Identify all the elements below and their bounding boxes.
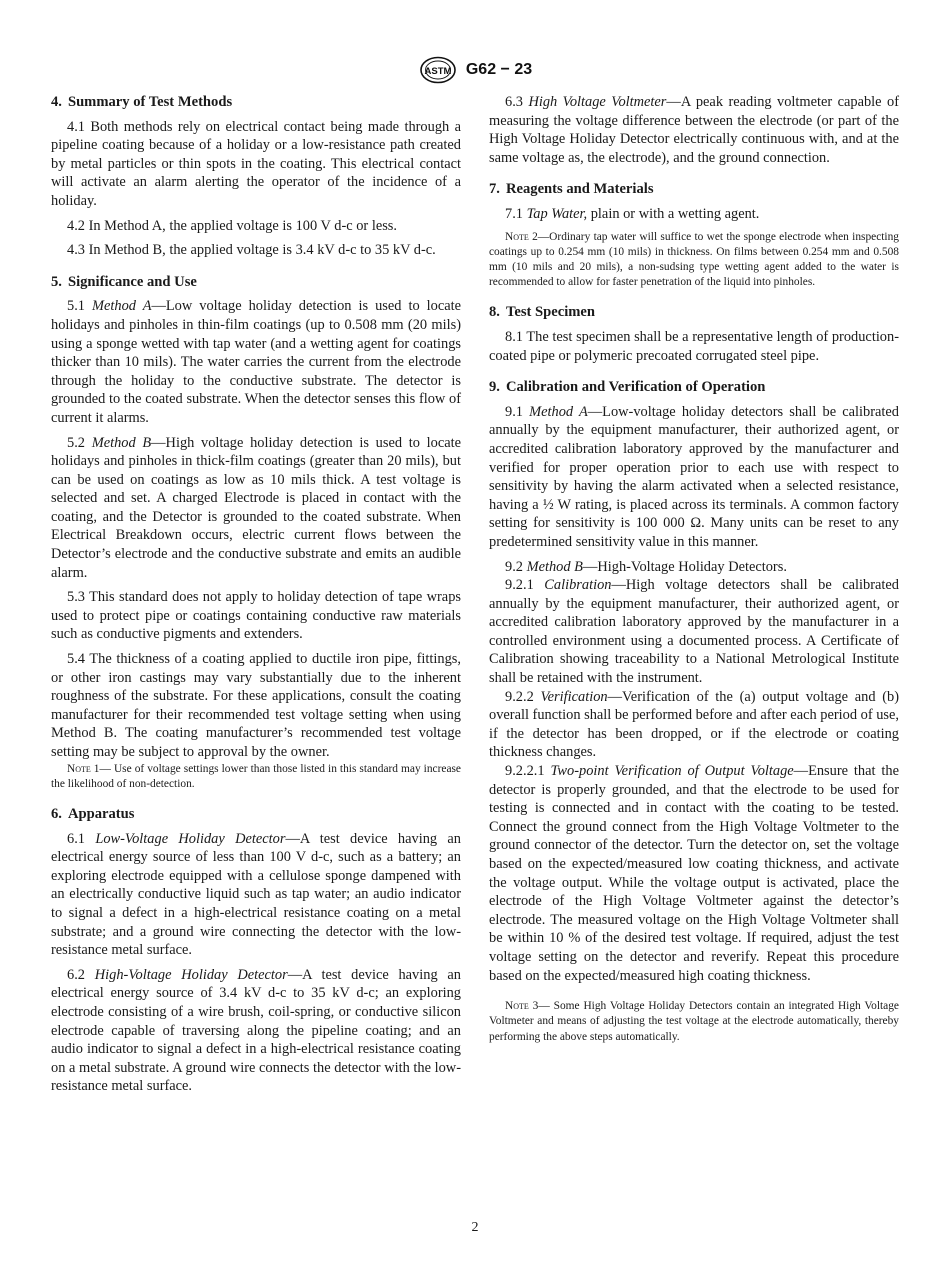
para-7-1: 7.1 Tap Water, plain or with a wetting agent. xyxy=(505,205,760,222)
para-4-3: 4.3 In Method B, the applied voltage is 3.4 kV d-c to 35 kV d-c. xyxy=(67,242,436,259)
left-column xyxy=(51,93,461,1102)
para-4-2: 4.2 In Method A, the applied voltage is 100 V d-c or less. xyxy=(67,217,398,234)
page-number: 2 xyxy=(471,1220,479,1235)
para-9-2-2: 9.2.2 Verification—Verification of the (a) output voltage and (b) overall function shall be performed before and after each period of use, if the detector has been dropped, or if the electrode or coating thickness changes. xyxy=(489,688,899,761)
para-4-1: 4.1 Both methods rely on electrical contact being made through a pipeline coating because of a holiday or a low-resistance path created by metal particles or thin spots in the coating. This electrical contact will activate an alarm alerting the operator of the incidence of a holiday. xyxy=(51,118,461,209)
section-7-heading: 7. Reagents and Materials xyxy=(489,181,654,198)
logo-text: ASTM xyxy=(424,66,452,77)
document-id: G62 − 23 xyxy=(465,61,533,78)
para-8-1: 8.1 The test specimen shall be a representative length of production-coated pipe or polymeric precoated corrugated steel pipe. xyxy=(489,328,899,364)
section-5-heading: 5. Significance and Use xyxy=(51,273,197,290)
para-5-3: 5.3 This standard does not apply to holiday detection of tape wraps used to protect pipe or coatings containing conductive raw materials such as conductive pigments and extenders. xyxy=(51,589,461,643)
para-5-1: 5.1 Method A—Low voltage holiday detection is used to locate holidays and pinholes in thin-film coatings (up to 0.508 mm (20 mils) using a sponge wetted with tap water (and a wetting agent for coatings thicker than 10 mils). The water carries the current from the electrode through the holiday to the conductive substrate. The detector is grounded to the coated substrate. When the detector senses this flow of current it alarms. xyxy=(51,298,461,426)
para-6-1: 6.1 Low-Voltage Holiday Detector—A test device having an electrical energy source of less than 100 V d-c, such as a battery; an exploring electrode equipped with a cellulose sponge dampened with an electrically conductive liquid such as tap water; an audio indicator to signal a defect in a high-electrical resistance coating on a metal substrate; and a ground wire connecting the detector with the low-resistance metal surface. xyxy=(51,830,461,959)
note-2: Note 2—Ordinary tap water will suffice to wet the sponge electrode when inspecting coatings up to 0.254 mm (10 mils) in thickness. On films between 0.254 mm and 0.508 mm (10 mils and 20 mils), a non-sudsing type wetting agent added to the water is recommended to allow for faster penetration of the liquid into pinholes. xyxy=(489,230,899,289)
para-9-2-1: 9.2.1 Calibration—High voltage detectors shall be calibrated annually by the equipment manufacturer, their authorized agent, or accredited calibration laboratory approved by the manufacturer in a controlled environment using a documented process. A Certificate of Calibration showing traceability to a National Metrological Institute shall be retained with the instrument. xyxy=(489,577,899,687)
section-4-heading: 4. Summary of Test Methods xyxy=(51,94,233,110)
section-8-heading: 8. Test Specimen xyxy=(489,304,596,321)
astm-logo-icon xyxy=(418,56,458,84)
para-9-2: 9.2 Method B—High-Voltage Holiday Detectors. xyxy=(505,558,787,575)
para-6-2: 6.2 High-Voltage Holiday Detector—A test device having an electrical energy source of 3.4 kV d-c to 35 kV d-c; an exploring electrode consisting of a wire brush, coil-spring, or conductive silicon electrode capable of traversing along the pipeline coating; and an audio indicator to signal a defect in a high-electrical resistance coating on a metal substrate. A ground wire connects the detector with the low-resistance metal surface. xyxy=(51,966,461,1095)
section-6-heading: 6. Apparatus xyxy=(51,806,135,822)
right-column xyxy=(489,93,899,1051)
para-9-2-2-1: 9.2.2.1 Two-point Verification of Output Voltage—Ensure that the detector is properly grounded, and that the electrode to be used for testing is connected and in contact with the coating to be tested. Connect the ground connect from the High Voltage Voltmeter to the ground connector of the detector. Turn the detector on, set the voltage based on the expected/measured low coating thickness, and activate the voltage output. While the voltage output is activated, place the electrode of the High Voltage Voltmeter against the detector’s electrode. The measured voltage on the High Voltage Voltmeter shall be within 10 % of the desired test voltage. If required, adjust the test voltage setting on the detector and reverify. Repeat this procedure based on the expected/measured high coating thickness. xyxy=(489,763,899,984)
page-header xyxy=(0,56,950,84)
para-6-3: 6.3 High Voltage Voltmeter—A peak reading voltmeter capable of measuring the voltage difference between the electrode (or part of the High Voltage Holiday Detector electrically continuous with, and at the same voltage as, the electrode), and the ground connection. xyxy=(489,94,899,166)
para-9-1: 9.1 Method A—Low-voltage holiday detectors shall be calibrated annually by the equipment manufacturer, their authorized agent, or accredited calibration laboratory approved by the manufacturer and verified for proper operation prior to each use with respect to sensitivity by having the alarm activated when a selected resistance, having a ½ W rating, is placed across its terminals. A common factory setting for sensitivity is 100 000 Ω. Many units can be reset to any predetermined sensitivity value in this manner. xyxy=(489,403,899,550)
para-5-4: 5.4 The thickness of a coating applied to ductile iron pipe, fittings, or other iron castings may vary substantially due to the inherent roughness of the substrate. For these applications, consult the coating manufacturer for their recommended test voltage setting when using Method B. The coating manufacturer’s recommended test voltage setting may be subject to approval by the owner. xyxy=(51,651,461,760)
para-5-2: 5.2 Method B—High voltage holiday detection is used to locate holidays and pinholes in thick-film coatings (greater than 20 mils), but can be used on coatings as low as 10 mils thick. A test voltage is selected and set. A charged Electrode is placed in contact with the coating, and the Detector is grounded to the coated substrate. When Electrical Breakdown occurs, electric current flows between the Detector’s electrode and the conductive substrate and emits an audible alarm. xyxy=(51,434,461,581)
note-3: Note 3— Some High Voltage Holiday Detectors contain an integrated High Voltage Voltmeter and means of adjusting the test voltage at the electrode automatically, thereby performing the above steps automatically. xyxy=(489,1000,899,1043)
note-1: Note 1— Use of voltage settings lower than those listed in this standard may increase the likelihood of non-detection. xyxy=(51,762,461,790)
section-9-heading: 9. Calibration and Verification of Operation xyxy=(489,379,766,396)
